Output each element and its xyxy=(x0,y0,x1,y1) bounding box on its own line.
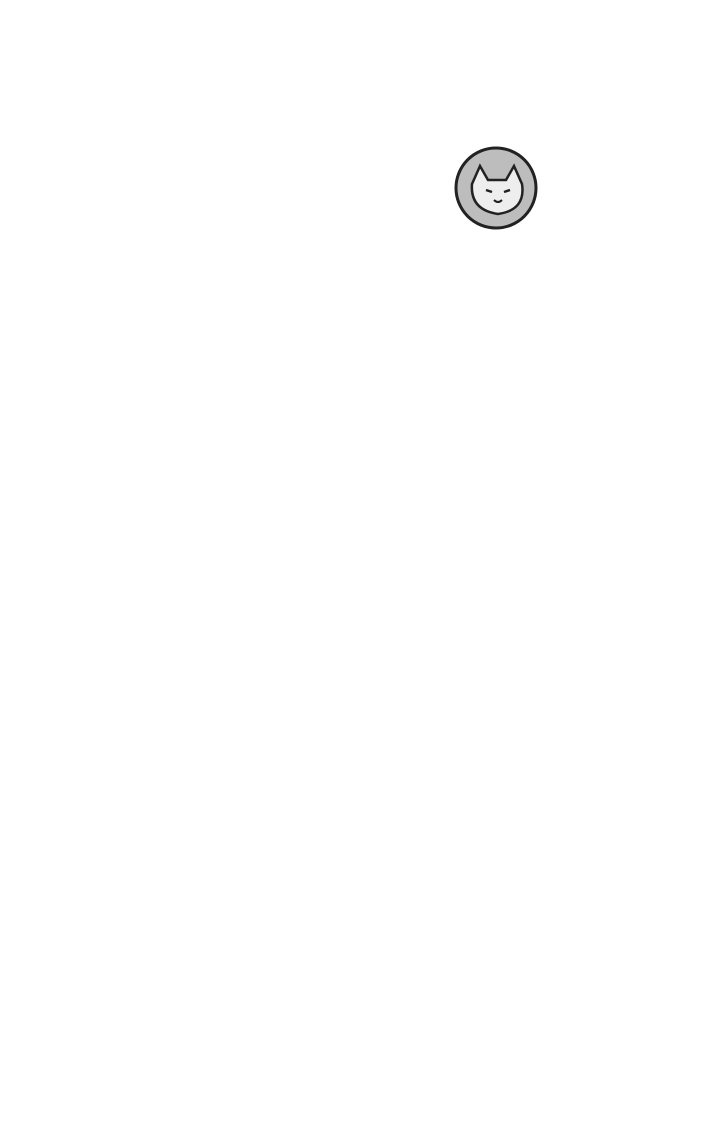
bottom-border xyxy=(0,1010,728,1102)
left-border xyxy=(0,92,62,1032)
top-border xyxy=(0,0,728,92)
right-border xyxy=(666,92,728,1032)
hosting-disclaimer xyxy=(0,1094,728,1128)
page-title xyxy=(165,118,455,238)
staff-notes xyxy=(128,286,648,320)
translations-logo xyxy=(450,126,546,248)
